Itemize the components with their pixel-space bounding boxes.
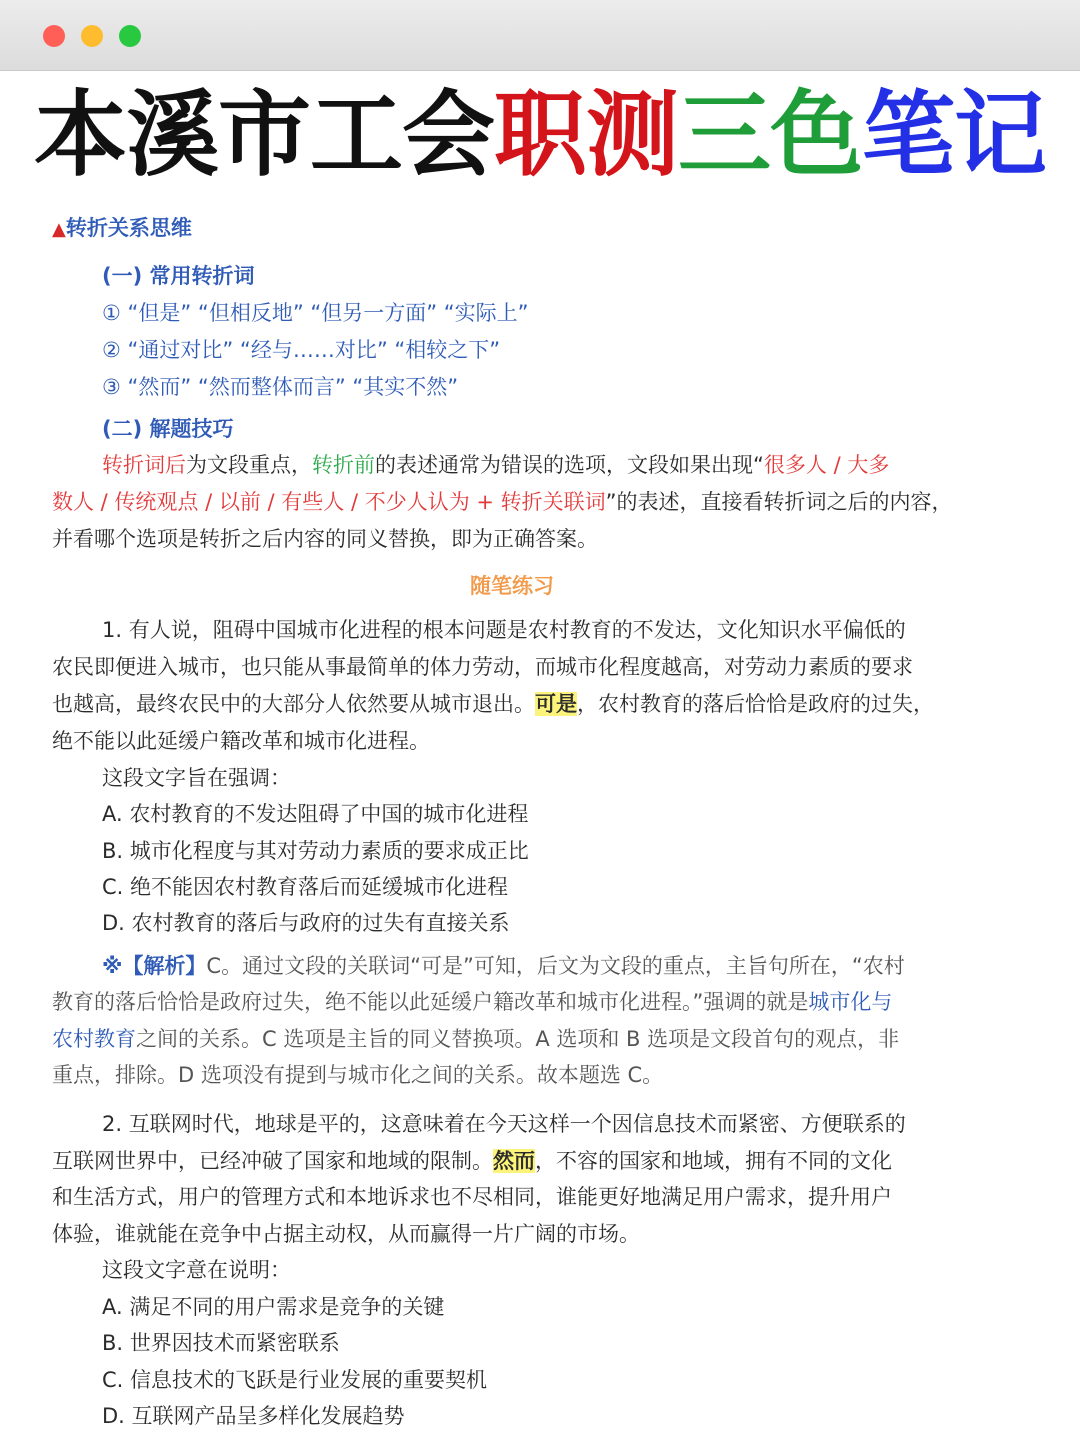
- section-heading: ▲转折关系思维: [52, 216, 192, 240]
- title-part-black: 本溪市工会: [34, 81, 494, 189]
- q1-line-3: 也越高，最终农民中的大部分人依然要从城市退出。可是，农村教育的落后恰恰是政府的过失，: [52, 692, 934, 716]
- q2-line-3: 和生活方式，用户的管理方式和本地诉求也不尽相同，谁能更好地满足用户需求，提升用户: [52, 1185, 892, 1209]
- tip-line-1: 转折词后为文段重点，转折前的表述通常为错误的选项，文段如果出现“很多人 / 大多: [102, 453, 890, 477]
- maximize-window-button[interactable]: [119, 25, 141, 47]
- q2-prompt: 这段文字意在说明：: [102, 1258, 291, 1282]
- q1-option-a: A. 农村教育的不发达阻碍了中国的城市化进程: [102, 802, 529, 826]
- close-window-button[interactable]: [43, 25, 65, 47]
- window-titlebar: [0, 0, 1080, 71]
- analysis-label: ※【解析】: [102, 954, 207, 978]
- q2-option-c: C. 信息技术的飞跃是行业发展的重要契机: [102, 1368, 488, 1392]
- title-part-red: 职测: [494, 81, 678, 189]
- q2-line-1: 2. 互联网时代，地球是平的，这意味着在今天这样一个因信息技术而紧密、方便联系的: [102, 1112, 906, 1136]
- subsection-title-1: (一) 常用转折词: [102, 264, 255, 288]
- tip-line-3: 并看哪个选项是转折之后内容的同义替换，即为正确答案。: [52, 527, 598, 551]
- transition-words-1: ① “但是” “但相反地” “但另一方面” “实际上”: [102, 301, 529, 325]
- q1-option-c: C. 绝不能因农村教育落后而延缓城市化进程: [102, 875, 509, 899]
- transition-words-2: ② “通过对比” “经与……对比” “相较之下”: [102, 338, 501, 362]
- subsection-title-2: (二) 解题技巧: [102, 417, 234, 441]
- tip-line-2: 数人 / 传统观点 / 以前 / 有些人 / 不少人认为 + 转折关联词”的表述，直接看转折词之后的内容，: [52, 490, 953, 514]
- page-title: [0, 80, 1080, 190]
- highlight-keyword: 然而: [493, 1149, 535, 1173]
- q1-analysis-line-2: 教育的落后恰恰是政府过失，绝不能以此延缓户籍改革和城市化进程。”强调的就是城市化与: [52, 990, 893, 1014]
- title-part-blue: 笔记: [862, 81, 1046, 189]
- title-part-green: 三色: [678, 81, 862, 189]
- q1-analysis-line-4: 重点，排除。D 选项没有提到与城市化之间的关系。故本题选 C。: [52, 1063, 664, 1087]
- q1-option-b: B. 城市化程度与其对劳动力素质的要求成正比: [102, 839, 529, 863]
- highlight-keyword: 可是: [535, 692, 577, 716]
- minimize-window-button[interactable]: [81, 25, 103, 47]
- q2-option-a: A. 满足不同的用户需求是竞争的关键: [102, 1295, 445, 1319]
- q1-line-2: 农民即便进入城市，也只能从事最简单的体力劳动，而城市化程度越高，对劳动力素质的要求: [52, 655, 913, 679]
- q1-option-d: D. 农村教育的落后与政府的过失有直接关系: [102, 911, 510, 935]
- q1-prompt: 这段文字旨在强调：: [102, 766, 291, 790]
- q2-option-d: D. 互联网产品呈多样化发展趋势: [102, 1404, 405, 1428]
- q1-line-1: 1. 有人说，阻碍中国城市化进程的根本问题是农村教育的不发达，文化知识水平偏低的: [102, 618, 906, 642]
- practice-heading: 随笔练习: [470, 574, 554, 598]
- q2-line-4: 体验，谁就能在竞争中占据主动权，从而赢得一片广阔的市场。: [52, 1222, 640, 1246]
- q2-option-b: B. 世界因技术而紧密联系: [102, 1331, 340, 1355]
- q1-line-4: 绝不能以此延缓户籍改革和城市化进程。: [52, 729, 430, 753]
- q2-line-2: 互联网世界中，已经冲破了国家和地域的限制。然而，不容的国家和地域，拥有不同的文化: [52, 1149, 892, 1173]
- q1-analysis-line-1: ※【解析】C。通过文段的关联词“可是”可知，后文为文段的重点，主旨句所在，“农村: [102, 954, 905, 978]
- q1-analysis-line-3: 农村教育之间的关系。C 选项是主旨的同义替换项。A 选项和 B 选项是文段首句的观点，非: [52, 1027, 900, 1051]
- transition-words-3: ③ “然而” “然而整体而言” “其实不然”: [102, 375, 459, 399]
- triangle-icon: ▲: [52, 219, 66, 240]
